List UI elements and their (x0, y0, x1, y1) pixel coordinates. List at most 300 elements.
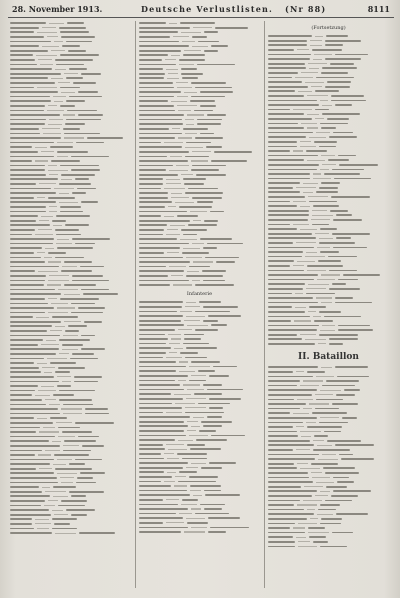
entry-name (10, 362, 34, 364)
entry-status (325, 44, 343, 46)
entry-status (54, 454, 89, 456)
entry-name (139, 257, 183, 259)
entry-status (309, 306, 326, 308)
entry-dash (318, 459, 338, 460)
entry-status (180, 352, 198, 354)
entry-dash (306, 422, 316, 423)
entry-dash (308, 196, 328, 197)
entry-status (330, 63, 354, 65)
entry-status (186, 275, 223, 277)
entry-dash (320, 100, 328, 101)
entry-status (196, 174, 226, 176)
entry-dash (49, 211, 57, 212)
entry-dash (178, 380, 186, 381)
entry-name (139, 261, 190, 263)
entry-status (204, 220, 218, 222)
entry-dash (178, 440, 193, 441)
entry-name (268, 472, 308, 474)
entry-name (139, 270, 184, 272)
entry-dash (53, 225, 62, 226)
entry-name (268, 320, 291, 322)
entry-name (268, 293, 292, 295)
entry-name (139, 439, 175, 441)
entry-name (268, 408, 300, 410)
entry-name (10, 394, 32, 396)
entry-dash (54, 188, 74, 189)
entry-name (268, 495, 312, 497)
entry-dash (174, 485, 187, 486)
entry-dash (41, 151, 54, 152)
entry-status (50, 362, 76, 364)
entry-name (10, 151, 38, 153)
entry-status (319, 311, 341, 313)
entry-name (139, 133, 182, 135)
entry-name (10, 514, 51, 516)
entry-dash (309, 68, 319, 69)
entry-dash (49, 404, 60, 405)
entry-dash (38, 454, 51, 455)
entry-name (139, 192, 168, 194)
entry-name (10, 27, 39, 29)
entry-dash (57, 156, 68, 157)
entry-dash (191, 375, 206, 376)
entry-name (10, 436, 55, 438)
entry-dash (320, 169, 329, 170)
entry-name (139, 50, 181, 52)
entry-status (59, 399, 92, 401)
entry-status (198, 41, 219, 43)
entry-dash (171, 275, 183, 276)
entry-status (57, 151, 88, 153)
entry-dash (322, 325, 335, 326)
entry-name (10, 211, 46, 213)
entry-name (268, 54, 311, 56)
entry-status (84, 321, 102, 323)
entry-status (319, 187, 338, 189)
entry-name (139, 123, 183, 125)
entry-dash (173, 284, 192, 285)
entry-name (10, 330, 47, 332)
entry-status (315, 90, 339, 92)
text-column-1 (10, 21, 131, 590)
entry-status (85, 413, 109, 415)
entry-dash (313, 440, 324, 441)
entry-status (203, 384, 222, 386)
entry-status (326, 380, 359, 382)
entry-name (268, 155, 318, 157)
entry-status (210, 527, 249, 529)
entry-status (315, 109, 329, 111)
entry-name (10, 169, 45, 171)
entry-status (316, 191, 338, 193)
entry-dash (43, 133, 61, 134)
entry-dash (45, 491, 66, 492)
entry-status (67, 22, 84, 24)
entry-dash (47, 110, 64, 111)
entry-dash (322, 454, 336, 455)
entry-dash (48, 280, 69, 281)
entry-status (338, 155, 356, 157)
entry-status (203, 306, 238, 308)
entry-dash (185, 133, 197, 134)
entry-dash (48, 500, 58, 501)
entry-dash (35, 147, 47, 148)
entry-status (335, 54, 368, 56)
entry-status (63, 404, 93, 406)
entry-status (59, 390, 95, 392)
entry-dash (190, 211, 207, 212)
entry-dash (193, 27, 212, 28)
entry-status (52, 220, 66, 222)
entry-status (50, 146, 73, 148)
entry-name (139, 444, 163, 446)
entry-name (268, 169, 317, 171)
entry-dash (57, 142, 73, 143)
entry-dash (294, 320, 311, 321)
entry-dash (62, 381, 71, 382)
entry-dash (42, 367, 55, 368)
entry-name (10, 270, 35, 272)
entry-name (268, 205, 297, 207)
entry-dash (308, 532, 329, 533)
entry-status (203, 425, 222, 427)
entry-status (312, 49, 342, 51)
entry-dash (168, 334, 181, 335)
entry-name (10, 371, 41, 373)
entry-dash (55, 326, 65, 327)
entry-name (268, 399, 294, 401)
entry-status (197, 119, 222, 121)
entry-dash (191, 463, 206, 464)
entry-dash (54, 514, 68, 515)
entry-dash (317, 445, 332, 446)
entry-status (327, 118, 349, 120)
entry-status (320, 228, 337, 230)
entry-status (53, 486, 76, 488)
entry-status (321, 72, 348, 74)
entry-dash (170, 156, 182, 157)
entry-status (206, 146, 222, 148)
entry-dash (310, 40, 322, 41)
entry-status (195, 311, 230, 313)
entry-name (139, 458, 164, 460)
entry-name (10, 399, 42, 401)
entry-name (10, 59, 35, 61)
entry-dash (297, 49, 309, 50)
entry-status (320, 504, 340, 506)
entry-status (205, 257, 239, 259)
entry-status (60, 105, 75, 107)
entry-dash (320, 491, 330, 492)
entry-name (139, 448, 165, 450)
entry-name (268, 196, 305, 198)
entry-name (10, 64, 37, 66)
entry-dash (56, 243, 72, 244)
entry-name (10, 146, 32, 148)
entry-dash (42, 487, 50, 488)
entry-dash (300, 146, 316, 147)
entry-dash (307, 270, 326, 271)
entry-name (10, 445, 60, 447)
entry-name (268, 219, 308, 221)
entry-name (139, 169, 166, 171)
entry-name (10, 165, 45, 167)
entry-status (59, 183, 91, 185)
entry-dash (52, 510, 63, 511)
entry-dash (54, 101, 63, 102)
entry-status (182, 252, 209, 254)
entry-name (10, 50, 48, 52)
entry-status (324, 431, 341, 433)
entry-dash (43, 427, 55, 428)
entry-status (55, 257, 84, 259)
entry-name (139, 301, 183, 303)
entry-status (71, 169, 100, 171)
entry-status (58, 367, 85, 369)
entry-name (10, 316, 33, 318)
entry-name (268, 173, 310, 175)
entry-dash (295, 293, 303, 294)
entry-status (69, 96, 102, 98)
entry-name (10, 252, 34, 254)
entry-dash (57, 307, 75, 308)
entry-name (10, 73, 61, 75)
entry-dash (303, 408, 312, 409)
entry-status (191, 169, 219, 171)
entry-dash (167, 458, 179, 459)
entry-status (209, 462, 236, 464)
entry-status (80, 266, 104, 268)
header-rule (8, 17, 394, 18)
entry-status (192, 36, 207, 38)
entry-status (72, 238, 110, 240)
entry-name (268, 444, 314, 446)
entry-dash (53, 96, 66, 97)
entry-status (211, 45, 228, 47)
entry-status (318, 509, 336, 511)
entry-name (139, 407, 182, 409)
entry-name (10, 197, 34, 199)
entry-name (268, 371, 293, 373)
entry-name (10, 344, 38, 346)
entry-dash (171, 193, 182, 194)
entry-status (332, 403, 358, 405)
entry-name (10, 486, 39, 488)
entry-status (216, 261, 235, 263)
entry-name (268, 527, 290, 529)
entry-name (268, 150, 290, 152)
entry-status (75, 459, 102, 461)
entry-name (10, 459, 54, 461)
entry-status (307, 265, 343, 267)
entry-dash (315, 36, 323, 37)
entry-name (268, 343, 315, 345)
entry-dash (310, 45, 322, 46)
entry-name (139, 206, 165, 208)
entry-status (179, 471, 197, 473)
entry-status (341, 458, 374, 460)
entry-dash (295, 307, 306, 308)
entry-status (177, 215, 198, 217)
entry-name (268, 394, 312, 396)
entry-dash (321, 302, 332, 303)
entry-name (268, 178, 310, 180)
entry-name (139, 211, 187, 213)
entry-dash (315, 118, 324, 119)
entry-dash (320, 390, 341, 391)
entry-name (139, 73, 165, 75)
entry-dash (175, 476, 186, 477)
entry-dash (164, 453, 174, 454)
entry-status (321, 127, 336, 129)
entry-name (10, 156, 54, 158)
entry-dash (57, 239, 69, 240)
entry-status (309, 536, 326, 538)
entry-dash (304, 486, 323, 487)
entry-dash (49, 275, 69, 276)
section-heading: Infanterie (186, 291, 213, 298)
entry-status (71, 514, 87, 516)
entry-status (201, 467, 222, 469)
entry-status (325, 58, 361, 60)
entry-status (58, 427, 80, 429)
entry-name (10, 128, 39, 130)
entry-status (333, 219, 362, 221)
entry-dash (37, 87, 57, 88)
entry-name (268, 247, 314, 249)
entry-name (139, 485, 171, 487)
entry-status (48, 197, 75, 199)
entry-dash (59, 202, 78, 203)
entry-status (209, 407, 223, 409)
entry-name (10, 293, 61, 295)
entry-name (268, 490, 317, 492)
entry-status (62, 431, 92, 433)
entry-status (328, 159, 349, 161)
entry-dash (308, 284, 329, 285)
entry-status (87, 137, 123, 139)
entry-dash (176, 165, 189, 166)
entry-status (183, 128, 208, 130)
entry-dash (166, 183, 181, 184)
entry-name (10, 247, 42, 249)
entry-dash (185, 407, 206, 408)
entry-name (268, 260, 294, 262)
entry-name (268, 325, 319, 327)
entry-status (325, 40, 361, 42)
entry-status (210, 211, 224, 213)
entry-status (332, 169, 364, 171)
entry-name (268, 159, 304, 161)
entry-dash (49, 23, 64, 24)
entry-name (139, 462, 188, 464)
entry-status (56, 234, 81, 236)
entry-name (139, 68, 163, 70)
entry-status (313, 541, 328, 543)
entry-name (139, 343, 166, 345)
entry-dash (45, 399, 56, 400)
entry-status (183, 343, 209, 345)
entry-status (178, 481, 216, 483)
entry-status (327, 440, 361, 442)
entry-status (194, 393, 222, 395)
entry-status (211, 435, 245, 437)
entry-status (335, 104, 352, 106)
entry-name (268, 458, 315, 460)
entry-dash (35, 160, 48, 161)
entry-status (207, 389, 243, 391)
entry-name (10, 404, 46, 406)
entry-status (333, 132, 353, 134)
entry-dash (191, 160, 208, 161)
entry-name (268, 72, 298, 74)
entry-name (139, 243, 189, 245)
text-column-3 (268, 21, 389, 590)
entry-name (268, 380, 300, 382)
entry-dash (321, 274, 340, 275)
entry-status (48, 252, 66, 254)
entry-dash (176, 82, 188, 83)
entry-name (139, 284, 170, 286)
entry-status (61, 174, 95, 176)
entry-dash (64, 73, 78, 74)
section-heading: (Fortsetzung) (311, 25, 346, 31)
entry-status (189, 380, 206, 382)
entry-name (139, 201, 172, 203)
entry-name (139, 224, 167, 226)
entry-status (195, 513, 229, 515)
entry-status (329, 288, 360, 290)
entry-dash (184, 50, 201, 51)
entry-name (139, 59, 162, 61)
entry-name (268, 224, 290, 226)
entry-dash (309, 137, 326, 138)
entry-status (320, 123, 348, 125)
entry-dash (193, 261, 213, 262)
entry-name (139, 476, 172, 478)
entry-status (182, 458, 207, 460)
entry-dash (174, 348, 183, 349)
entry-dash (55, 69, 66, 70)
entry-status (187, 522, 208, 524)
entry-status (321, 182, 340, 184)
entry-dash (296, 537, 306, 538)
entry-name (10, 183, 36, 185)
entry-name (139, 490, 187, 492)
entry-dash (45, 248, 54, 249)
entry-status (79, 532, 115, 534)
entry-status (80, 472, 105, 474)
entry-dash (316, 132, 330, 133)
entry-status (186, 142, 211, 144)
entry-dash (300, 229, 317, 230)
entry-status (81, 348, 105, 350)
entry-name (10, 215, 38, 217)
entry-dash (315, 495, 328, 496)
entry-name (268, 90, 295, 92)
entry-name (268, 541, 295, 543)
entry-dash (187, 325, 208, 326)
entry-status (337, 376, 369, 378)
entry-dash (185, 147, 203, 148)
entry-dash (317, 279, 335, 280)
entry-name (268, 536, 293, 538)
entry-name (139, 160, 188, 162)
entry-dash (45, 450, 60, 451)
entry-status (331, 196, 370, 198)
entry-dash (316, 482, 334, 483)
entry-name (268, 449, 293, 451)
